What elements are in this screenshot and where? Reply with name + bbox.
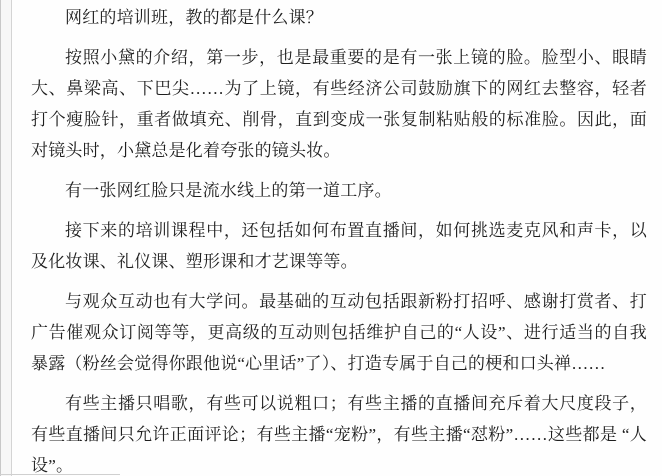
article-body (31, 2, 647, 476)
paragraph-title-question: 网红的培训班，教的都是什么课？ (65, 8, 323, 27)
paragraph: 按照小黛的介绍，第一步，也是最重要的是有一张上镜的脸。脸型小、眼睛大、鼻梁高、下巴尖……为了上镜，有些经济公司鼓励旗下的网红去整容，轻者打个瘦脸针，重者做填充、削骨，直到变成一张复制粘贴般的标准脸。因此，面对镜头时，小黛总是化着夸张的镜头妆。 (31, 48, 647, 160)
page-left-outer-border (0, 0, 1, 476)
page-left-margin-strip (1, 0, 11, 476)
page-left-inner-border (11, 0, 12, 476)
paragraph: 有一张网红脸只是流水线上的第一道工序。 (65, 181, 392, 200)
paragraph: 接下来的培训课程中，还包括如何布置直播间，如何挑选麦克风和声卡，以及化妆课、礼仪课、塑形课和才艺课等等。 (31, 221, 647, 271)
paragraph: 与观众互动也有大学问。最基础的互动包括跟新粉打招呼、感谢打赏者、打广告催观众订阅等等，更高级的互动则包括维护自己的“人设”、进行适当的自我暴露（粉丝会觉得你跟他说“心里话”了）、打造专属于自己的梗和口头禅…… (31, 292, 647, 373)
paragraph: 有些主播只唱歌，有些可以说粗口；有些主播的直播间充斥着大尺度段子，有些直播间只允许正面评论；有些主播“宠粉”，有些主播“怼粉”……这些都是 “人设”。 (31, 394, 647, 475)
